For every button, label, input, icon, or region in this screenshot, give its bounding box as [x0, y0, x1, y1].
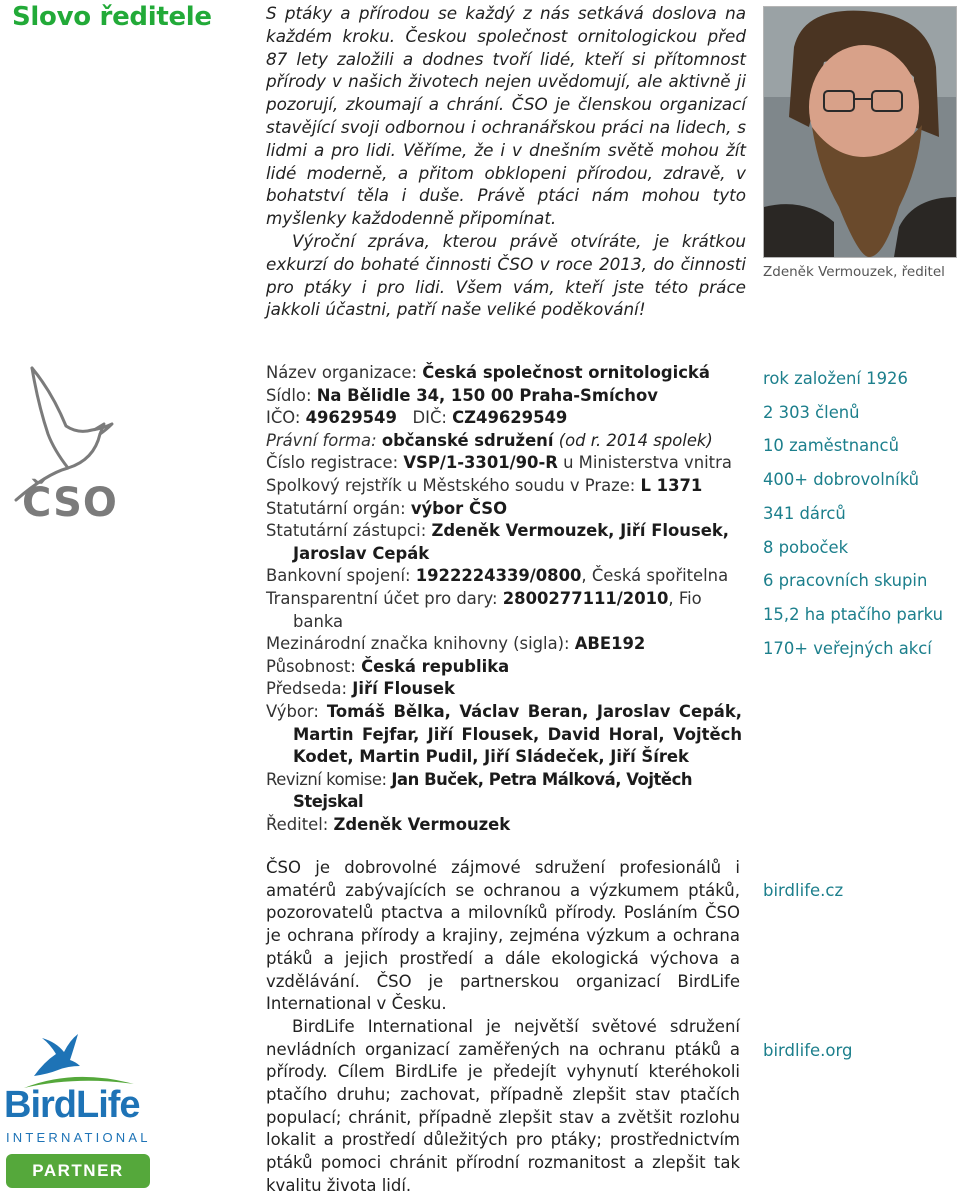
stat-item: 341 dárců — [763, 503, 846, 523]
photo-caption: Zdeněk Vermouzek, ředitel — [763, 264, 945, 280]
fact-ico-dic: IČO: 49629549 DIČ: CZ49629549 — [266, 408, 568, 428]
birdlife-bird-icon — [4, 1032, 154, 1092]
page-heading: Slovo ředitele — [12, 2, 212, 32]
birdlife-partner-logo — [4, 1032, 154, 1192]
fact-name: Název organizace: Česká společnost ornitologická — [266, 363, 710, 382]
stat-item: rok založení 1926 — [763, 369, 908, 388]
link-birdlife-cz[interactable]: birdlife.cz — [763, 881, 844, 900]
fact-bank: Bankovní spojení: 1922224339/0800, Česká spořitelna — [266, 566, 729, 586]
cso-logo — [8, 364, 120, 524]
stat-item: 8 poboček — [763, 537, 849, 557]
fact-audit-commission: Revizní komise: Jan Buček, Petra Málková, Vojtěch Stejskal — [266, 769, 693, 812]
about-paragraph-cso: ČSO je dobrovolné zájmové sdružení profesionálů i amatérů zabývajících se ochranou a výzkumem ptáků, pozorovatelů ptactva a milovníků přírody. Posláním ČSO je ochrana přírody a krajiny, zejména výzkum a ochrana ptáků a jejich prostředí a dále ekologická výchova a vzdělávání. ČSO je partnerskou organizací BirdLife International v Česku. — [266, 858, 740, 1014]
director-letter-paragraph-2: Výroční zpráva, kterou právě otvíráte, je krátkou exkurzí do bohaté činnosti ČSO v roce 2013, do činnosti pro ptáky i pro lidi. Všem vám, kteří jste této práce jakkoli účastni, patří naše veliké poděkování! — [266, 230, 746, 320]
fact-chairman: Předseda: Jiří Flousek — [266, 679, 455, 699]
portrait-photo-icon — [764, 7, 956, 257]
fact-register: Spolkový rejstřík u Městského soudu v Praze: L 1371 — [266, 475, 703, 495]
link-birdlife-org[interactable]: birdlife.org — [763, 1041, 853, 1060]
fact-committee: Výbor: Tomáš Bělka, Václav Beran, Jaroslav Cepák, Martin Fejfar, Jiří Flousek, David Horal, Vojtěch Kodet, Martin Pudil, Jiří Sládeček, Jiří Šírek — [266, 701, 742, 767]
stat-item: 170+ veřejných akcí — [763, 638, 932, 658]
fact-director: Ředitel: Zdeněk Vermouzek — [266, 814, 511, 834]
stat-item: 400+ dobrovolníků — [763, 470, 920, 490]
fact-legal-form: Právní forma: občanské sdružení (od r. 2014 spolek) — [266, 430, 713, 450]
fact-representatives: Statutární zástupci: Zdeněk Vermouzek, Jiří Flousek, Jaroslav Cepák — [266, 521, 729, 563]
fact-donation-account: Transparentní účet pro dary: 2800277111/2010, Fio banka — [266, 588, 702, 631]
fact-registration: Číslo registrace: VSP/1-3301/90-R u Ministerstva vnitra — [266, 453, 732, 473]
about-paragraph-birdlife: BirdLife International je největší světové sdružení nevládních organizací zaměřených na ochranu ptáků a přírody. Cílem BirdLife je předejít vyhynutí kteréhokoli ptačího druhu; zachovat, případně zlepšit stav ptačích populací; chránit, případně zlepšit stav a zvětšit rozlohu lokalit a prostředí důležitých pro ptáky; prostřednictvím ptáků pomoci chránit přírodní rozmanitost a zlepšit tak kvalitu života lidí. — [266, 1016, 740, 1195]
stat-item: 2 303 členů — [763, 402, 860, 422]
director-letter-paragraph-1: S ptáky a přírodou se každý z nás setkává doslova na každém kroku. Českou společnost ornitologickou před 87 lety založili a dodnes tvoří lidé, kteří si přítomnost přírody v našich životech nejen uvědomují, ale aktivně ji pozorují, zkoumají a chrání. ČSO je členskou organizací stavějící svoji odbornou i ochranářskou práci na lidech, s lidmi a pro lidi. Věříme, že i v dnešním světě mohou žít lidé moderně, a přitom obklopeni přírodou, zdravě, v bohatství těla i duše. Právě ptáci nám mohou tyto myšlenky každodenně připomínat. — [266, 3, 746, 229]
director-photo — [763, 6, 957, 258]
birdlife-partner-badge: PARTNER — [6, 1154, 150, 1188]
about-text — [266, 857, 740, 1198]
stat-item: 15,2 ha ptačího parku — [763, 604, 943, 624]
fact-statutory-body: Statutární orgán: výbor ČSO — [266, 498, 508, 518]
fact-library-code: Mezinárodní značka knihovny (sigla): ABE192 — [266, 634, 646, 654]
stat-item: 6 pracovních skupin — [763, 571, 928, 591]
birdlife-international: INTERNATIONAL — [6, 1130, 151, 1145]
fact-scope: Působnost: Česká republika — [266, 656, 510, 676]
director-letter — [266, 2, 746, 321]
fact-address: Sídlo: Na Bělidle 34, 150 00 Praha-Smíchov — [266, 385, 658, 405]
birdlife-name: BirdLife — [4, 1084, 140, 1126]
stat-item: 10 zaměstnanců — [763, 436, 899, 456]
cso-logo-text: ČSO — [22, 480, 118, 526]
organization-facts — [266, 362, 742, 836]
organization-stats — [763, 362, 943, 665]
